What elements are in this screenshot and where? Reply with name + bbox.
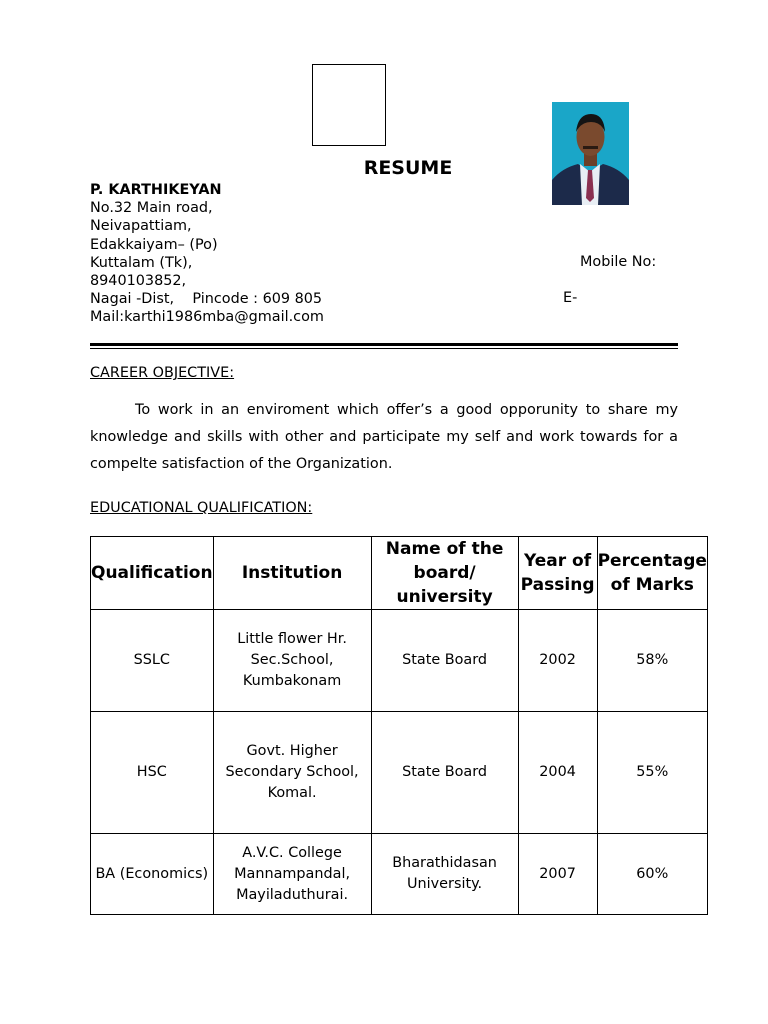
divider-thick bbox=[90, 343, 678, 346]
year-cell: 2007 bbox=[518, 834, 597, 915]
address-line: Neivapattiam, bbox=[90, 218, 192, 235]
table-row bbox=[91, 834, 708, 915]
divider-thin bbox=[90, 348, 678, 349]
institution-cell: Little flower Hr. Sec.School, Kumbakonam bbox=[213, 610, 371, 712]
board-cell: State Board bbox=[371, 712, 518, 834]
column-header: Name of the board/ university bbox=[371, 537, 518, 610]
institution-cell: Govt. Higher Secondary School, Komal. bbox=[213, 712, 371, 834]
percentage-cell: 60% bbox=[597, 834, 707, 915]
percentage-cell: 58% bbox=[597, 610, 707, 712]
address-line: Nagai -Dist, Pincode : 609 805 bbox=[90, 291, 323, 308]
column-header: Qualification bbox=[91, 537, 214, 610]
education-heading: EDUCATIONAL QUALIFICATION: bbox=[90, 500, 313, 516]
address-line: Edakkaiyam– (Po) bbox=[90, 236, 218, 253]
email-prefix: E- bbox=[563, 290, 578, 306]
career-objective-heading: CAREER OBJECTIVE: bbox=[90, 365, 235, 381]
objective-paragraph: To work in an enviroment which offer’s a good opporunity to share my knowledge and skills with other and participate my self and work towards for a compelte satisfaction of the Organization. bbox=[90, 402, 678, 472]
candidate-name: P. KARTHIKEYAN bbox=[90, 182, 222, 198]
qualification-cell: HSC bbox=[91, 712, 214, 834]
board-cell: State Board bbox=[371, 610, 518, 712]
table-header-row bbox=[91, 537, 708, 610]
education-table bbox=[90, 536, 708, 915]
year-cell: 2004 bbox=[518, 712, 597, 834]
resume-title: RESUME bbox=[363, 157, 453, 179]
qualification-cell: SSLC bbox=[91, 610, 214, 712]
column-header: Institution bbox=[213, 537, 371, 610]
mobile-label: Mobile No: bbox=[580, 254, 657, 270]
table-row bbox=[91, 712, 708, 834]
table-row bbox=[91, 610, 708, 712]
column-header: Year of Passing bbox=[518, 537, 597, 610]
institution-cell: A.V.C. College Mannampandal, Mayiladuthurai. bbox=[213, 834, 371, 915]
career-objective-text bbox=[90, 397, 678, 478]
email-address: Mail:karthi1986mba@gmail.com bbox=[90, 309, 324, 326]
qualification-cell: BA (Economics) bbox=[91, 834, 214, 915]
board-cell: Bharathidasan University. bbox=[371, 834, 518, 915]
year-cell: 2002 bbox=[518, 610, 597, 712]
blank-photo-box bbox=[312, 64, 386, 146]
percentage-cell: 55% bbox=[597, 712, 707, 834]
address-line: Kuttalam (Tk), bbox=[90, 254, 193, 271]
column-header: Percentage of Marks bbox=[597, 537, 707, 610]
phone-number: 8940103852, bbox=[90, 273, 187, 290]
address-line: No.32 Main road, bbox=[90, 200, 213, 217]
